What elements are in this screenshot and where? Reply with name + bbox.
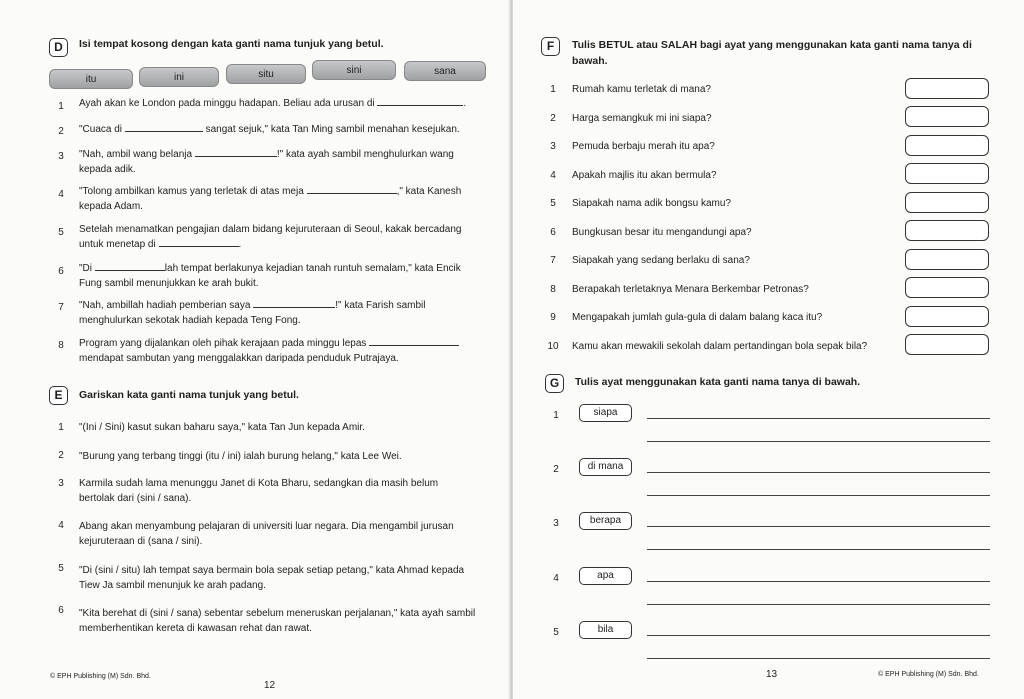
underline-sentence: "Di (sini / situ) lah tempat saya bermain bola sepak setiap petang," kata Ahmad kepada — [79, 565, 465, 576]
answer-blank[interactable] — [369, 336, 459, 346]
answer-blank[interactable] — [125, 122, 203, 132]
underline-sentence: "Kita berehat di (sini / sana) sebentar sebelum meneruskan perjalanan," kata ayah sambil — [79, 608, 476, 619]
answer-box[interactable] — [905, 220, 989, 241]
section-f-instruction-cont: bawah. — [572, 55, 608, 67]
fill-sentence: Setelah menamatkan pengajian dalam bidang kejuruteraan di Seoul, kakak bercadang — [79, 224, 462, 235]
fill-sentence-cont: kepada adik. — [79, 164, 136, 175]
item-number: 8 — [550, 284, 556, 295]
writing-line[interactable] — [647, 495, 990, 496]
writing-line[interactable] — [647, 418, 990, 419]
underline-sentence: "Burung yang terbang tinggi (itu / ini) ialah burung helang," kata Lee Wei. — [79, 451, 402, 462]
section-d-badge: D — [49, 38, 68, 57]
item-number: 2 — [550, 113, 556, 124]
fill-sentence: "Cuaca di sangat sejuk," kata Tan Ming sambil menahan kesejukan. — [79, 124, 460, 135]
item-number: 7 — [58, 302, 64, 313]
question-text: Mengapakah jumlah gula-gula di dalam balang kaca itu? — [572, 312, 823, 323]
item-number: 5 — [550, 198, 556, 209]
item-number: 5 — [553, 627, 559, 638]
section-f-badge: F — [541, 37, 560, 56]
underline-sentence-cont: memberhentikan kereta di kawasan rehat dan rawat. — [79, 623, 312, 634]
writing-line[interactable] — [647, 526, 990, 527]
underline-sentence: Abang akan menyambung pelajaran di universiti luar negara. Dia mengambil jurusan — [79, 521, 454, 532]
answer-box[interactable] — [905, 334, 989, 355]
publisher-credit: © EPH Publishing (M) Sdn. Bhd. — [50, 673, 151, 680]
answer-blank[interactable] — [95, 261, 165, 271]
underline-sentence: Karmila sudah lama menunggu Janet di Kota Bharu, sedangkan dia masih belum — [79, 478, 439, 489]
writing-line[interactable] — [647, 658, 990, 659]
writing-line[interactable] — [647, 604, 990, 605]
item-number: 3 — [550, 141, 556, 152]
item-number: 10 — [547, 341, 559, 352]
word-option-situ: situ — [226, 64, 306, 84]
section-e-badge: E — [49, 386, 68, 405]
word-option-itu: itu — [49, 69, 133, 89]
item-number: 1 — [550, 84, 556, 95]
question-text: Siapakah nama adik bongsu kamu? — [572, 198, 731, 209]
item-number: 2 — [58, 450, 64, 461]
answer-box[interactable] — [905, 78, 989, 99]
fill-sentence: Program yang dijalankan oleh pihak kerajaan pada minggu lepas — [79, 336, 459, 351]
fill-sentence: "Di lah tempat berlakunya kejadian tanah runtuh semalam," kata Encik — [79, 263, 461, 274]
item-number: 7 — [550, 255, 556, 266]
question-text: Kamu akan mewakili sekolah dalam pertandingan bola sepak bila? — [572, 341, 868, 352]
fill-sentence: Ayah akan ke London pada minggu hadapan. Beliau ada urusan di . — [79, 98, 467, 109]
word-option-sana: sana — [404, 61, 486, 81]
answer-box[interactable] — [905, 135, 989, 156]
keyword-box: berapa — [579, 512, 632, 530]
item-number: 6 — [58, 266, 64, 277]
section-g-instruction: Tulis ayat menggunakan kata ganti nama tanya di bawah. — [575, 376, 861, 388]
keyword-box: di mana — [579, 458, 632, 476]
question-text: Rumah kamu terletak di mana? — [572, 84, 711, 95]
page-number: 12 — [264, 680, 276, 691]
left-page — [0, 0, 510, 699]
item-number: 6 — [550, 227, 556, 238]
underline-sentence-cont: Tiew Ja sambil menunjuk ke arah padang. — [79, 580, 266, 591]
fill-sentence-cont: kepada Adam. — [79, 201, 143, 212]
underline-sentence-cont: bertolak dari (sini / sana). — [79, 493, 192, 504]
answer-blank[interactable] — [307, 184, 397, 194]
item-number: 1 — [58, 422, 64, 433]
word-option-sini: sini — [312, 60, 396, 80]
page-number: 13 — [766, 669, 778, 680]
word-option-ini: ini — [139, 67, 219, 87]
item-number: 4 — [58, 520, 64, 531]
item-number: 4 — [550, 170, 556, 181]
item-number: 3 — [58, 478, 64, 489]
answer-blank[interactable] — [377, 96, 463, 106]
fill-sentence-cont: untuk menetap di . — [79, 239, 242, 250]
question-text: Harga semangkuk mi ini siapa? — [572, 113, 712, 124]
item-number: 3 — [58, 151, 64, 162]
underline-sentence: "(Ini / Sini) kasut sukan baharu saya," kata Tan Jun kepada Amir. — [79, 422, 365, 433]
keyword-box: apa — [579, 567, 632, 585]
question-text: Berapakah terletaknya Menara Berkembar Petronas? — [572, 284, 809, 295]
item-number: 2 — [553, 464, 559, 475]
section-e-instruction: Gariskan kata ganti nama tunjuk yang betul. — [79, 389, 299, 401]
answer-box[interactable] — [905, 163, 989, 184]
fill-sentence: "Nah, ambillah hadiah pemberian saya !" kata Farish sambil — [79, 300, 426, 311]
item-number: 3 — [553, 518, 559, 529]
answer-blank[interactable] — [159, 237, 239, 247]
item-number: 1 — [553, 410, 559, 421]
section-g-badge: G — [545, 374, 564, 393]
item-number: 1 — [58, 101, 64, 112]
underline-sentence-cont: kejuruteraan di (sana / sini). — [79, 536, 203, 547]
item-number: 6 — [58, 605, 64, 616]
writing-line[interactable] — [647, 441, 990, 442]
fill-sentence-cont: Fung sambil menunjukkan ke arah bukit. — [79, 278, 259, 289]
section-f-instruction: Tulis BETUL atau SALAH bagi ayat yang menggunakan kata ganti nama tanya di — [572, 39, 972, 51]
question-text: Apakah majlis itu akan bermula? — [572, 170, 717, 181]
answer-box[interactable] — [905, 249, 989, 270]
item-number: 4 — [553, 573, 559, 584]
answer-blank[interactable] — [253, 298, 335, 308]
answer-blank[interactable] — [195, 147, 277, 157]
item-number: 5 — [58, 563, 64, 574]
right-page — [513, 0, 1024, 699]
publisher-credit: © EPH Publishing (M) Sdn. Bhd. — [878, 671, 979, 678]
answer-box[interactable] — [905, 306, 989, 327]
answer-box[interactable] — [905, 277, 989, 298]
keyword-box: siapa — [579, 404, 632, 422]
section-d-instruction: Isi tempat kosong dengan kata ganti nama tunjuk yang betul. — [79, 38, 384, 50]
item-number: 9 — [550, 312, 556, 323]
item-number: 2 — [58, 126, 64, 137]
answer-box[interactable] — [905, 106, 989, 127]
item-number: 8 — [58, 340, 64, 351]
writing-line[interactable] — [647, 549, 990, 550]
question-text: Siapakah yang sedang berlaku di sana? — [572, 255, 750, 266]
writing-line[interactable] — [647, 472, 990, 473]
writing-line[interactable] — [647, 635, 990, 636]
fill-sentence-cont: mendapat sambutan yang menggalakkan daripada penduduk Putrajaya. — [79, 353, 399, 364]
question-text: Pemuda berbaju merah itu apa? — [572, 141, 715, 152]
item-number: 5 — [58, 227, 64, 238]
question-text: Bungkusan besar itu mengandungi apa? — [572, 227, 752, 238]
fill-sentence: "Nah, ambil wang belanja !" kata ayah sambil menghulurkan wang — [79, 149, 454, 160]
item-number: 4 — [58, 189, 64, 200]
fill-sentence-cont: menghulurkan sekotak hadiah kepada Teng Fong. — [79, 315, 301, 326]
fill-sentence: "Tolong ambilkan kamus yang terletak di atas meja ," kata Kanesh — [79, 186, 462, 197]
writing-line[interactable] — [647, 581, 990, 582]
answer-box[interactable] — [905, 192, 989, 213]
keyword-box: bila — [579, 621, 632, 639]
